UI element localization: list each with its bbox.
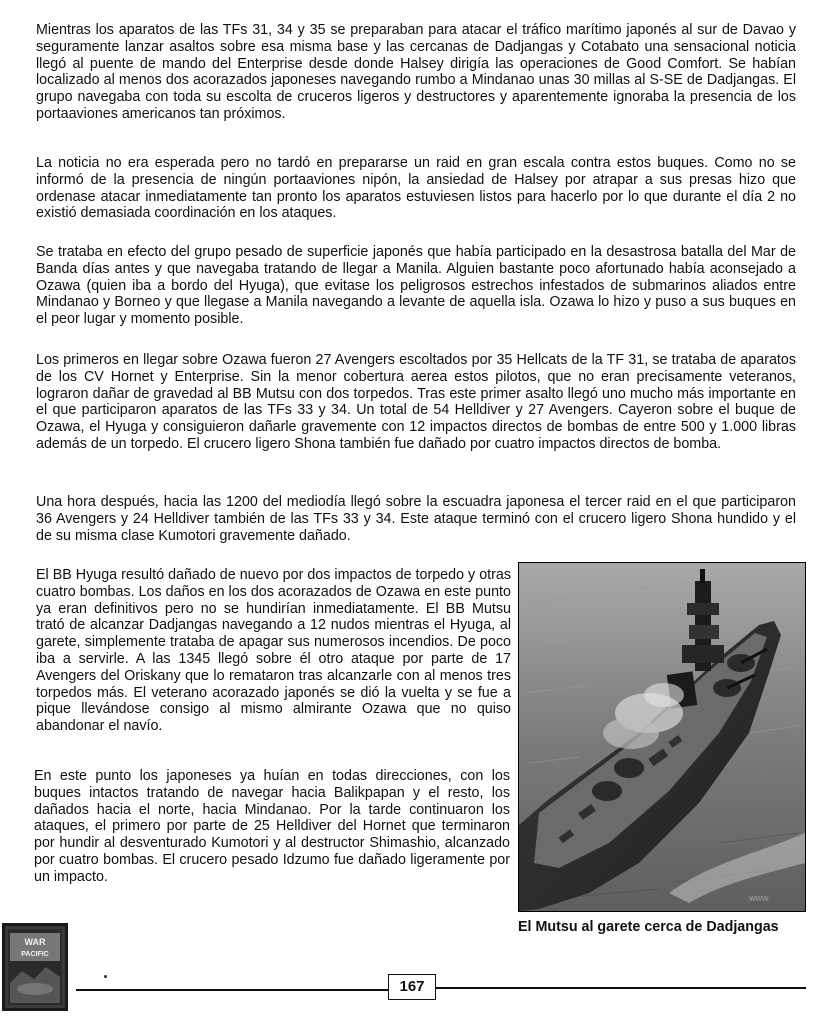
footer-rule-right bbox=[436, 987, 806, 989]
battleship-image bbox=[519, 563, 805, 911]
page-number: 167 bbox=[388, 974, 436, 1000]
paragraph-1: Mientras los aparatos de las TFs 31, 34 y 35 se preparaban para atacar el tráfico marítimo japonés al sur de Davao y seguramente lanzar asaltos sobre esa misma base y las cercanas de Dadjangas y Cotabato una sensacional noticia llegó al puente de mando del Enterprise desde donde Halsey dirigía las operaciones de Good Comfort. Se habían localizado al menos dos acorazados japoneses navegando rumbo a Mindanao unas 30 millas al S-SE de Dadjangas. El grupo navegaba con toda su escolta de cruceros ligeros y destructores y aparentemente ignoraba la presencia de los portaaviones americanos tan próximos. bbox=[36, 22, 796, 122]
paragraph-3: Se trataba en efecto del grupo pesado de superficie japonés que había participado en la desastrosa batalla del Mar de Banda días antes y que navegaba tratando de llegar a Manila. Alguien bastante poco afortunado había aconsejado a Ozawa (quien iba a bordo del Hyuga), que evitase los peligrosos estrechos infestados de submarinos aliados entre Mindanao y Borneo y que llegase a Manila navegando a levante de aquella isla. Ozawa lo hizo y puso a sus buques en el peor lugar y momento posible. bbox=[36, 244, 796, 328]
battleship-photo bbox=[518, 562, 806, 912]
photo-caption: El Mutsu al garete cerca de Dadjangas bbox=[518, 919, 779, 935]
paragraph-4: Los primeros en llegar sobre Ozawa fueron 27 Avengers escoltados por 35 Hellcats de la TF 31, se trataba de aparatos de los CV Hornet y Enterprise. Sin la menor cobertura aerea estos pilotos, que no eran precisamente veteranos, lograron dañar de gravedad al BB Mutsu con dos torpedos. Tras este primer asalto llegó uno mucho más importante en el que participaron aparatos de las TFs 33 y 34. Un total de 54 Helldiver y 27 Avengers. Cayeron sobre el buque de Ozawa, el Hyuga y consiguieron dañarle gravemente con 12 impactos directos de bombas de entre 500 y 1.000 libras además de un torpedo. El crucero ligero Shona también fue dañado por cuatro impactos directos de bomba. bbox=[36, 352, 796, 452]
cover-title-line1: WAR bbox=[24, 937, 46, 947]
footer-rule-left bbox=[76, 989, 388, 991]
paragraph-5: Una hora después, hacia las 1200 del mediodía llegó sobre la escuadra japonesa el tercer raid en el que participaron 36 Avengers y 24 Helldiver también de las TFs 33 y 34. Este ataque terminó con el crucero ligero Shona hundido y el de su misma clase Kumotori gravemente dañado. bbox=[36, 494, 796, 544]
footer-dot bbox=[104, 975, 107, 978]
paragraph-2: La noticia no era esperada pero no tardó en prepararse un raid en gran escala contra estos buques. Como no se informó de la presencia de ningún portaaviones nipón, la ansiedad de Halsey por atrapar a sus presas hizo que ordenase atacar inmediatamente tan pronto los aparatos estuviesen listos para hacerlo por lo que durante el día 2 no existió demasiada coordinación en los ataques. bbox=[36, 155, 796, 222]
paragraph-6: El BB Hyuga resultó dañado de nuevo por dos impactos de torpedo y otras cuatro bombas. Los daños en los dos acorazados de Ozawa en este punto ya eran definitivos pero no se hundirían inmediatamente. El BB Mutsu trató de alcanzar Dadjangas navegando a 12 nudos mientras el Hyuga, al garete, simplemente trataba de apagar sus numerosos incendios. De poco iba a servirle. A las 1345 llegó sobre él otro ataque por parte de 17 Avengers del Oriskany que lo remataron tras alcanzarle con al menos tres torpedos más. El veterano acorazado japonés se dió la vuelta y se fue a pique llevándose consigo al mismo almirante Ozawa que no quiso abandonar el navío. bbox=[36, 567, 511, 735]
paragraph-7: En este punto los japoneses ya huían en todas direcciones, con los buques intactos tratando de navegar hacia Balikpapan y el resto, los dañados hacia el norte, hacia Mindanao. Por la tarde continuaron los ataques, el primero por parte de 25 Helldiver del Hornet que terminaron por hundir al desventurado Kumotori y al destructor Shimashio, alcanzado por cuatro bombas. El crucero pesado Idzumo fue dañado ligeramente por un impacto. bbox=[34, 768, 510, 885]
book-cover-image bbox=[2, 923, 68, 1011]
svg-text:www: www bbox=[749, 893, 769, 903]
cover-title-line2: PACIFIC bbox=[21, 951, 49, 958]
